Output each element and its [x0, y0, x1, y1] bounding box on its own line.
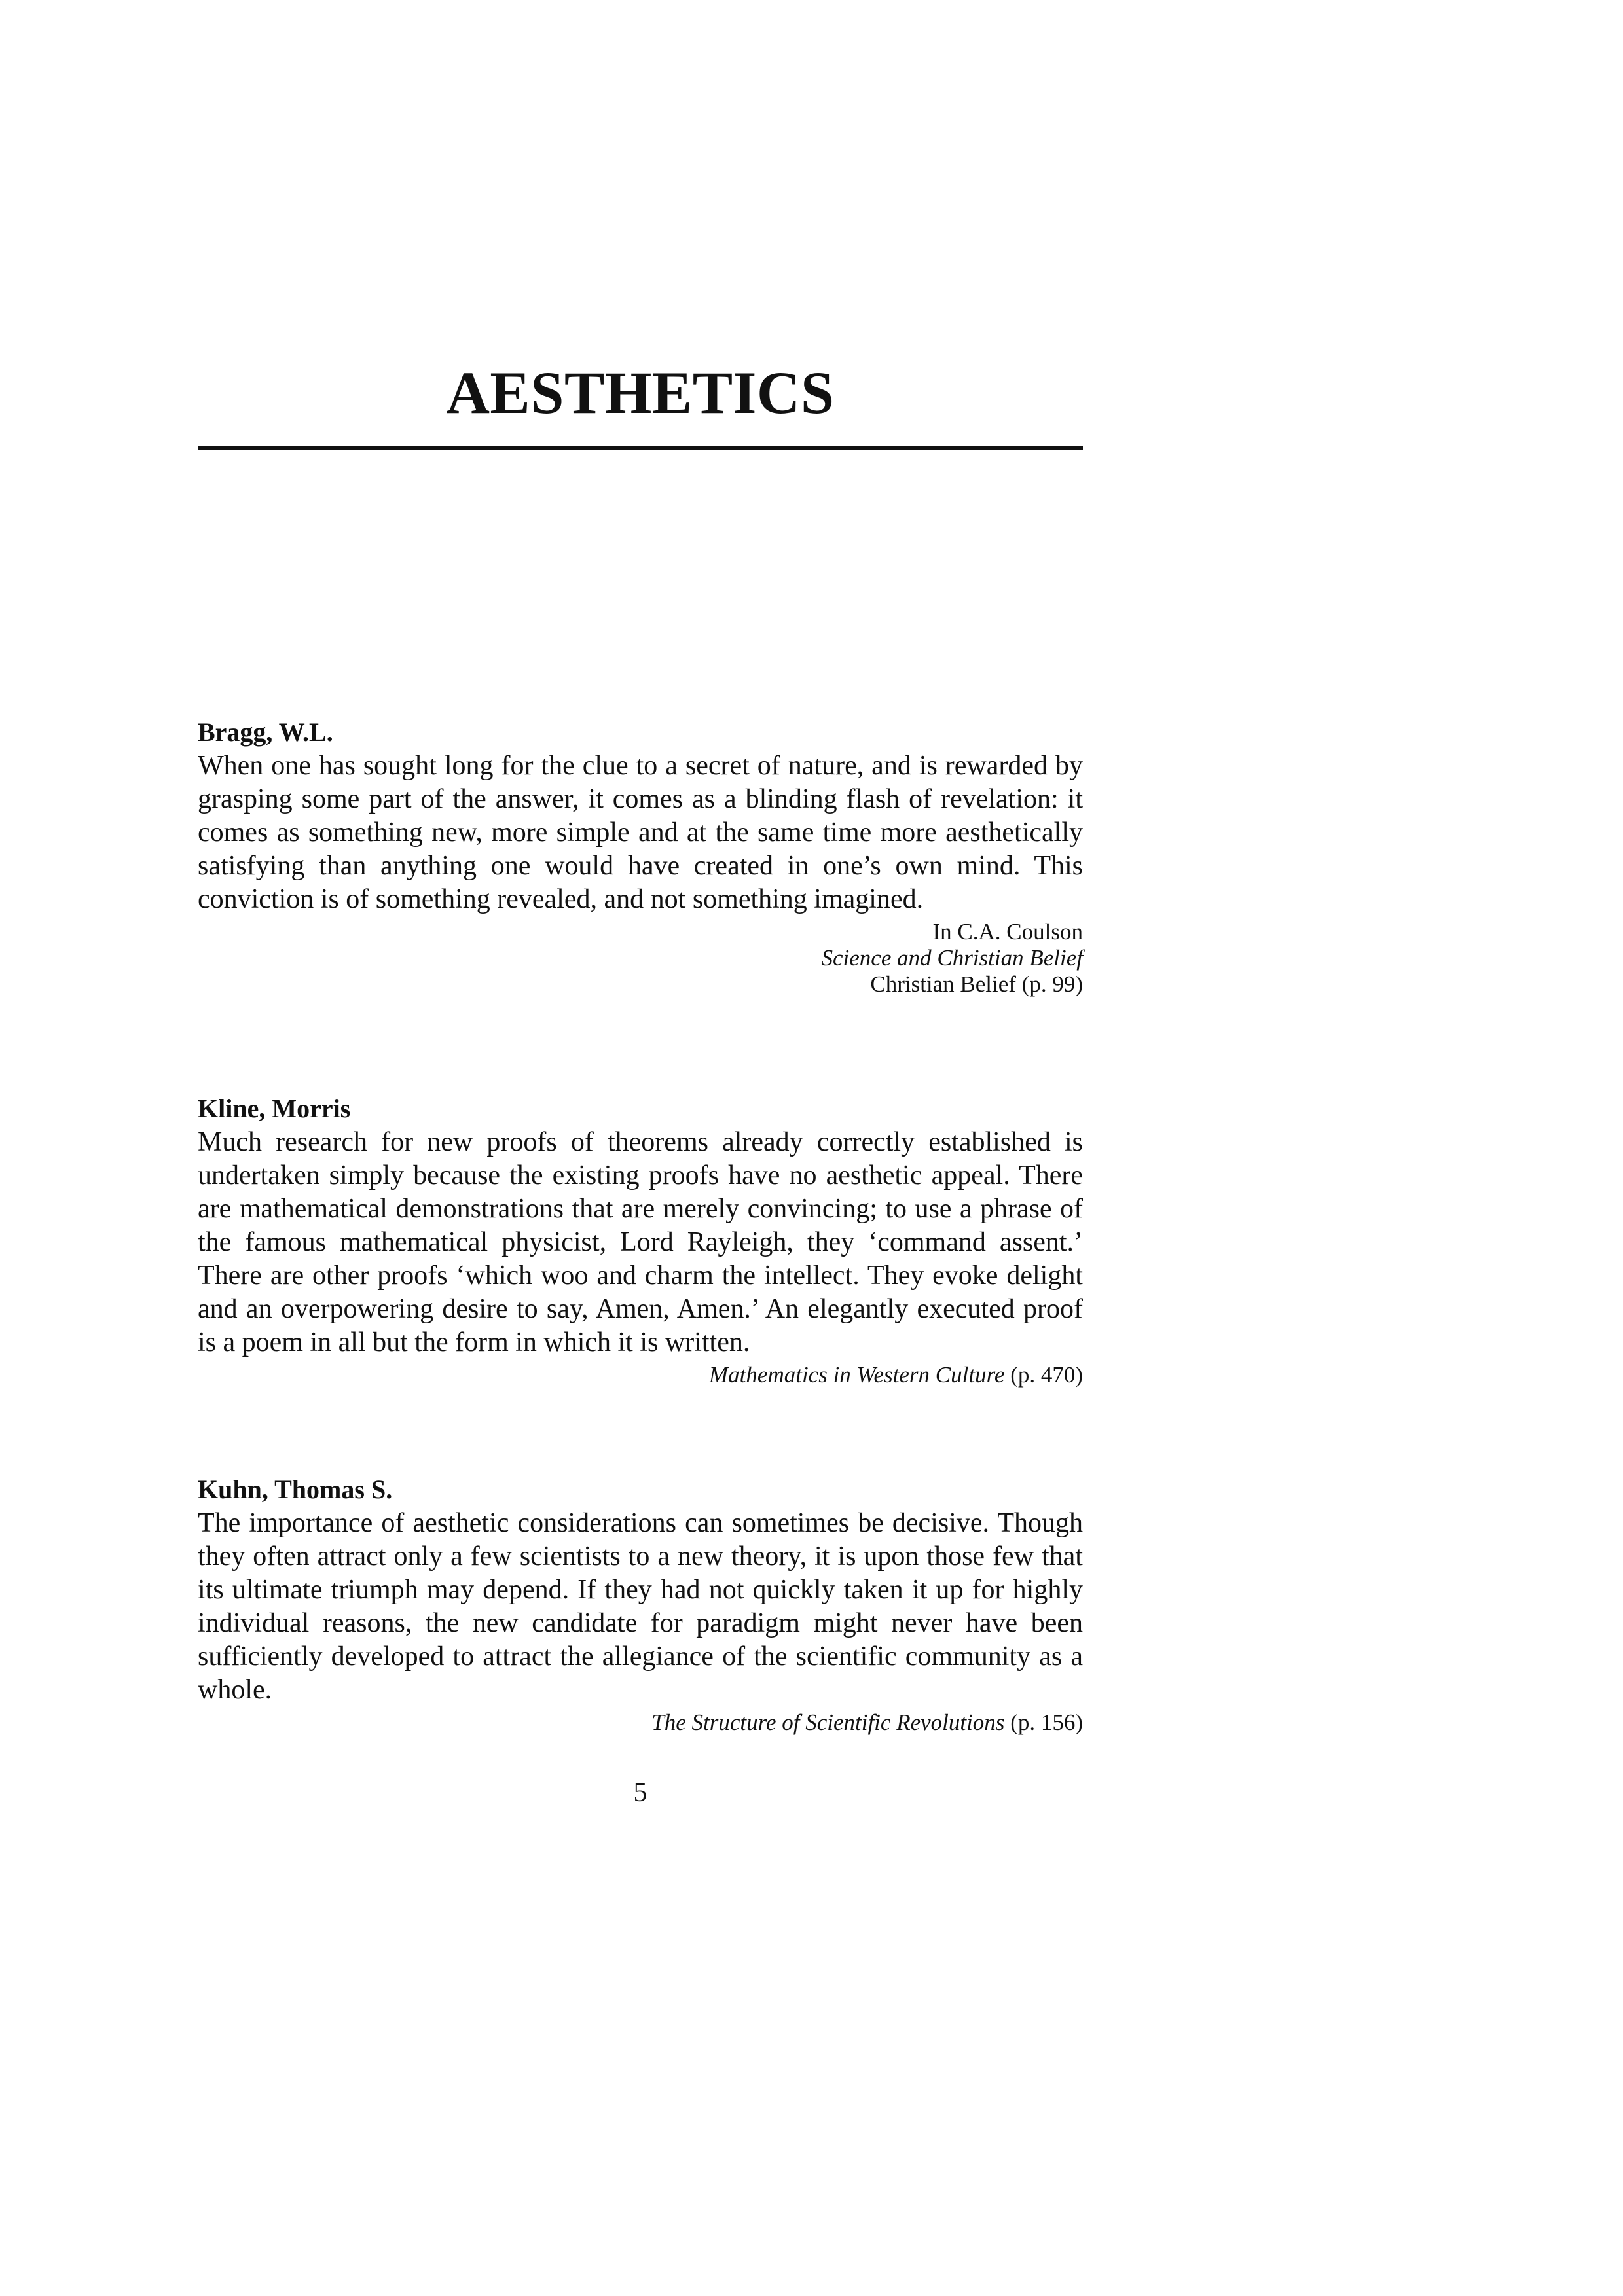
entry-author: Kline, Morris: [198, 1094, 351, 1123]
quote-entry-kuhn: [198, 1473, 1083, 1736]
entry-source: [198, 919, 1083, 997]
chapter-title: AESTHETICS: [446, 359, 835, 426]
source-book-title: The Structure of Scientific Revolutions: [651, 1710, 1005, 1735]
entry-quote: The importance of aesthetic considerations can sometimes be decisive. Though they often attract only a few scientists to a new theory, it is upon those few that its ultimate triumph may depend. If they had not quickly taken it up for highly individual reasons, the new candidate for paradigm might never have been sufficiently developed to attract the allegiance of the scientific community as a whole.: [198, 1508, 1083, 1705]
entry-quote: When one has sought long for the clue to a secret of nature, and is rewarded by grasping some part of the answer, it comes as a blinding flash of revelation: it comes as something new, more simple and at the same time more aesthetically satisfying than anything one would have created in one’s own mind. This conviction is of something revealed, and not something imagined.: [198, 751, 1083, 914]
source-page: (p. 470): [1004, 1362, 1083, 1388]
source-book-title: Science and Christian Belief: [821, 945, 1083, 971]
source-page: (p. 156): [1004, 1710, 1083, 1735]
entry-author: Bragg, W.L.: [198, 717, 333, 747]
entry-source: [198, 1362, 1083, 1388]
quote-entry-bragg: [198, 715, 1083, 997]
source-line: Christian Belief (p. 99): [870, 971, 1083, 997]
entry-author: Kuhn, Thomas S.: [198, 1475, 393, 1504]
entry-source: [198, 1710, 1083, 1736]
title-divider: [198, 446, 1083, 450]
source-book-title: Mathematics in Western Culture: [709, 1362, 1005, 1388]
page-number: 5: [633, 1778, 647, 1808]
entry-quote: Much research for new proofs of theorems already correctly established is undertaken simply because the existing proofs have no aesthetic appeal. There are mathematical demonstrations that are merely convincing; to use a phrase of the famous mathematical physicist, Lord Rayleigh, they ‘command assent.’ There are other proofs ‘which woo and charm the intellect. They evoke delight and an overpowering desire to say, Amen, Amen.’ An elegantly executed proof is a poem in all but the form in which it is written.: [198, 1127, 1083, 1357]
quote-entry-kline: [198, 1092, 1083, 1388]
source-line: In C.A. Coulson: [932, 919, 1083, 944]
